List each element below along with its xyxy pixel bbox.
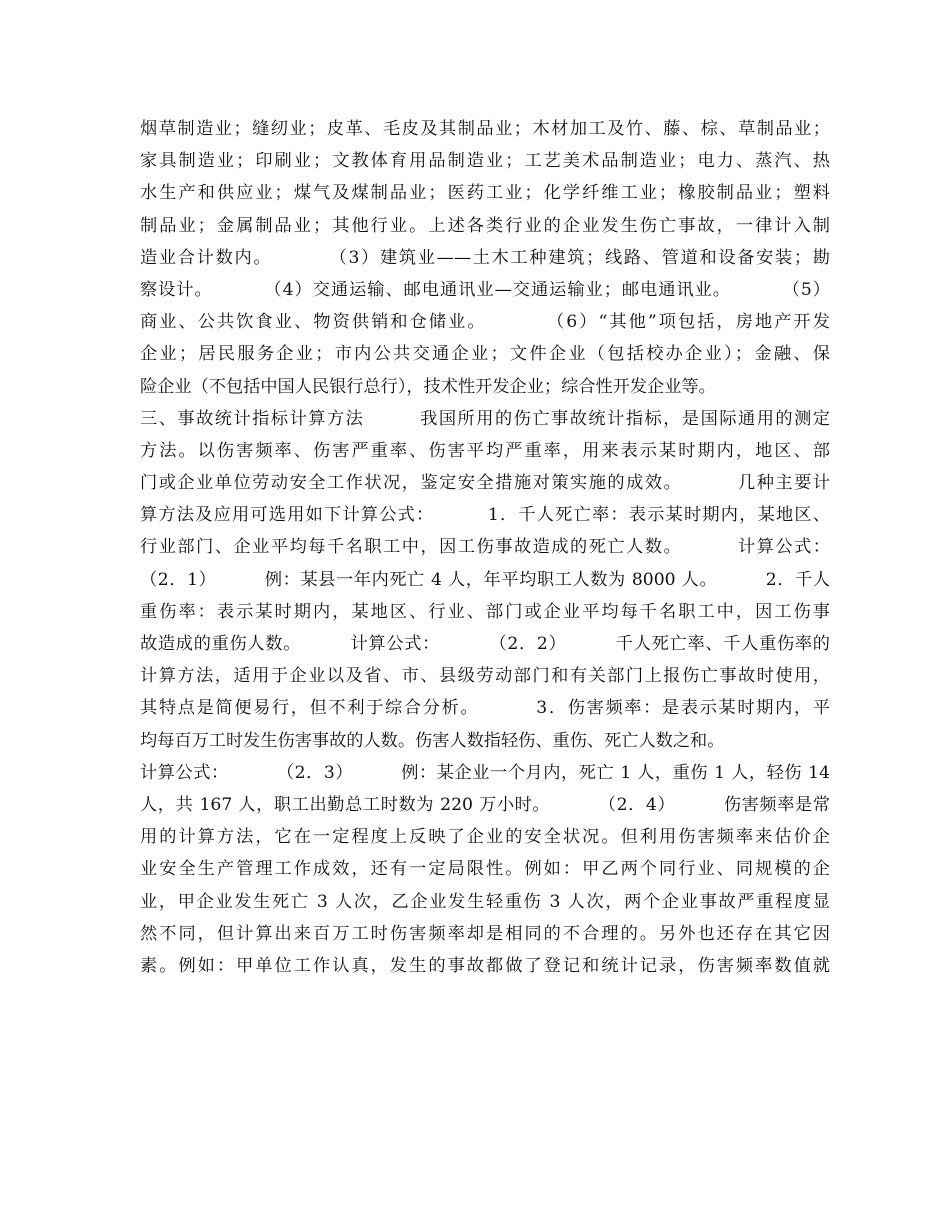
text-line: 造业合计数内。 （3）建筑业——土木工种建筑；线路、管道和设备安装；勘 [140,247,830,268]
text-line: 商业、公共饮食业、物资供销和仓储业。 （6）“其他”项包括，房地产开发 [140,312,830,333]
text-line: 水生产和供应业；煤气及煤制品业；医药工业；化学纤维工业；橡胶制品业；塑料 [140,183,830,204]
text-line: 三、事故统计指标计算方法 我国所用的伤亡事故统计指标，是国际通用的测定 [140,408,830,429]
text-line: 用的计算方法，它在一定程度上反映了企业的安全状况。但利用伤害频率来估价企 [140,827,830,848]
text-line: 企业；居民服务企业；市内公共交通企业；文件企业（包括校办企业）；金融、保 [140,344,830,365]
text-line: 方法。以伤害频率、伤害严重率、伤害平均严重率，用来表示某时期内，地区、部 [140,440,830,461]
text-line: （2．1） 例：某县一年内死亡 4 人，年平均职工人数为 8000 人。 2．千人 [140,569,830,590]
text-line: 烟草制造业；缝纫业；皮革、毛皮及其制品业；木材加工及竹、藤、棕、草制品业； [140,119,830,139]
text-line: 业，甲企业发生死亡 3 人次，乙企业发生轻重伤 3 人次，两个企业事故严重程度显 [140,891,830,912]
text-line: 其特点是简便易行，但不利于综合分析。 3．伤害频率：是表示某时期内，平 [140,698,830,719]
text-line: 重伤率：表示某时期内，某地区、行业、部门或企业平均每千名职工中，因工伤事 [140,601,830,622]
body-text [140,113,830,982]
text-line: 然不同，但计算出来百万工时伤害频率却是相同的不合理的。另外也还存在其它因 [140,923,830,944]
text-line: 素。例如：甲单位工作认真，发生的事故都做了登记和统计记录，伤害频率数值就 [140,955,830,976]
text-line: 察设计。 （4）交通运输、邮电通讯业—交通运输业；邮电通讯业。 （5） [140,279,830,300]
text-line: 均每百万工时发生伤害事故的人数。伤害人数指轻伤、重伤、死亡人数之和。 [140,730,725,751]
text-line: 故造成的重伤人数。 计算公式： （2．2） 千人死亡率、千人重伤率的 [140,634,830,654]
text-line: 计算公式： （2．3） 例：某企业一个月内，死亡 1 人，重伤 1 人，轻伤 14 [140,762,830,783]
text-line: 行业部门、企业平均每千名职工中，因工伤事故造成的死亡人数。 计算公式： [140,537,830,558]
text-line: 门或企业单位劳动安全工作状况，鉴定安全措施对策实施的成效。 几种主要计 [140,473,830,494]
text-line: 家具制造业；印刷业；文教体育用品制造业；工艺美术品制造业；电力、蒸汽、热 [140,151,830,172]
text-line: 算方法及应用可选用如下计算公式： 1．千人死亡率：表示某时期内，某地区、 [140,505,830,526]
text-line: 人，共 167 人，职工出勤总工时数为 220 万小时。 （2．4） 伤害频率是常 [140,794,830,815]
text-line: 险企业（不包括中国人民银行总行），技术性开发企业；综合性开发企业等。 [140,376,716,397]
text-line: 业安全生产管理工作成效，还有一定局限性。例如：甲乙两个同行业、同规模的企 [140,859,830,880]
text-line: 制品业；金属制品业；其他行业。上述各类行业的企业发生伤亡事故，一律计入制 [140,215,830,236]
text-line: 计算方法，适用于企业以及省、市、县级劳动部门和有关部门上报伤亡事故时使用， [140,666,830,687]
